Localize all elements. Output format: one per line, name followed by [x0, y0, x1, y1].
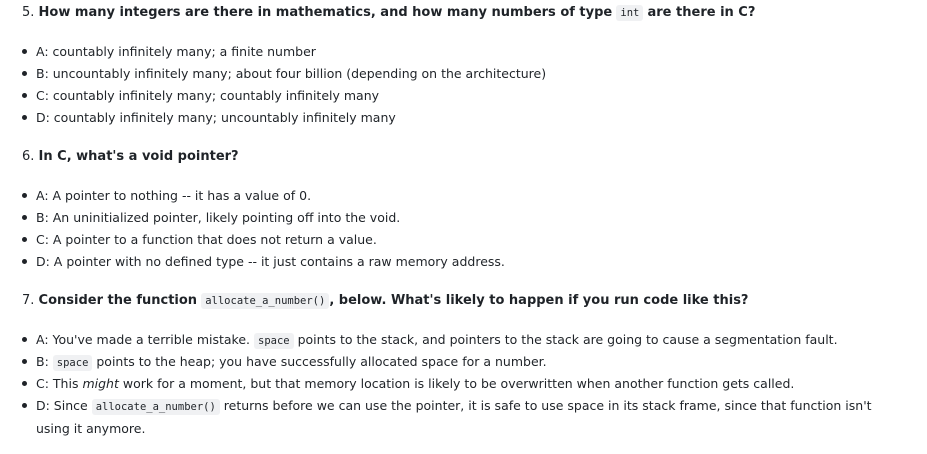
- inline-code: allocate_a_number(): [201, 293, 329, 309]
- question-number: 5.: [22, 5, 35, 20]
- question-text: In C, what's a void pointer?: [38, 149, 239, 164]
- answer-item: [0, 251, 505, 273]
- answer-item: [0, 41, 546, 63]
- answer-list: [0, 329, 906, 440]
- bullet-icon: [22, 71, 27, 76]
- answer-text: points to the heap; you have successfully allocated space for a number.: [96, 354, 547, 369]
- answer-list: [0, 41, 546, 129]
- answer-item: [0, 207, 505, 229]
- answer-item: [0, 395, 906, 440]
- inline-code: int: [616, 5, 643, 21]
- question-text: Consider the function: [38, 293, 198, 308]
- answer-text: B: uncountably infinitely many; about four billion (depending on the architecture): [36, 66, 547, 81]
- bullet-icon: [22, 215, 27, 220]
- emphasis-text: might: [82, 376, 119, 391]
- question-number: 6.: [22, 149, 35, 164]
- answer-text: B: An uninitialized pointer, likely pointing off into the void.: [36, 210, 401, 225]
- bullet-icon: [22, 381, 27, 386]
- question-text: , below. What's likely to happen if you run code like this?: [329, 293, 749, 308]
- answer-text: returns before we can use the pointer, it is safe to use space in its stack frame, since that function isn't using it anymore.: [36, 398, 872, 436]
- inline-code: space: [254, 333, 294, 349]
- answer-item: [0, 229, 505, 251]
- answer-text: points to the stack, and pointers to the stack are going to cause a segmentation fault.: [297, 332, 838, 347]
- answer-text: D: A pointer with no defined type -- it just contains a raw memory address.: [36, 254, 505, 269]
- bullet-icon: [22, 403, 27, 408]
- question-6-title: [22, 148, 239, 166]
- answer-text: A: You've made a terrible mistake.: [36, 332, 251, 347]
- bullet-icon: [22, 115, 27, 120]
- bullet-icon: [22, 49, 27, 54]
- answer-text: C: A pointer to a function that does not return a value.: [36, 232, 377, 247]
- bullet-icon: [22, 359, 27, 364]
- bullet-icon: [22, 337, 27, 342]
- answer-text: D: countably infinitely many; uncountably infinitely many: [36, 110, 396, 125]
- inline-code: space: [53, 355, 93, 371]
- question-text: How many integers are there in mathematics, and how many numbers of type: [38, 5, 613, 20]
- answer-item: [0, 63, 546, 85]
- bullet-icon: [22, 237, 27, 242]
- answer-item: [0, 351, 906, 373]
- answer-list: [0, 185, 505, 273]
- answer-text: A: countably infinitely many; a finite number: [36, 44, 316, 59]
- answer-item: [0, 373, 906, 395]
- answer-item: [0, 107, 546, 129]
- answer-text: B:: [36, 354, 49, 369]
- bullet-icon: [22, 93, 27, 98]
- question-text: are there in C?: [647, 5, 756, 20]
- answer-text: C: countably infinitely many; countably infinitely many: [36, 88, 380, 103]
- answer-item: [0, 185, 505, 207]
- question-5-title: [22, 4, 755, 22]
- question-number: 7.: [22, 293, 35, 308]
- bullet-icon: [22, 259, 27, 264]
- bullet-icon: [22, 193, 27, 198]
- answer-text: C: This: [36, 376, 79, 391]
- answer-text: D: Since: [36, 398, 88, 413]
- answer-text: A: A pointer to nothing -- it has a value of 0.: [36, 188, 312, 203]
- answer-item: [0, 329, 906, 351]
- inline-code: allocate_a_number(): [92, 399, 220, 415]
- answer-item: [0, 85, 546, 107]
- answer-text: work for a moment, but that memory location is likely to be overwritten when another function gets called.: [122, 376, 795, 391]
- question-7-title: [22, 292, 748, 310]
